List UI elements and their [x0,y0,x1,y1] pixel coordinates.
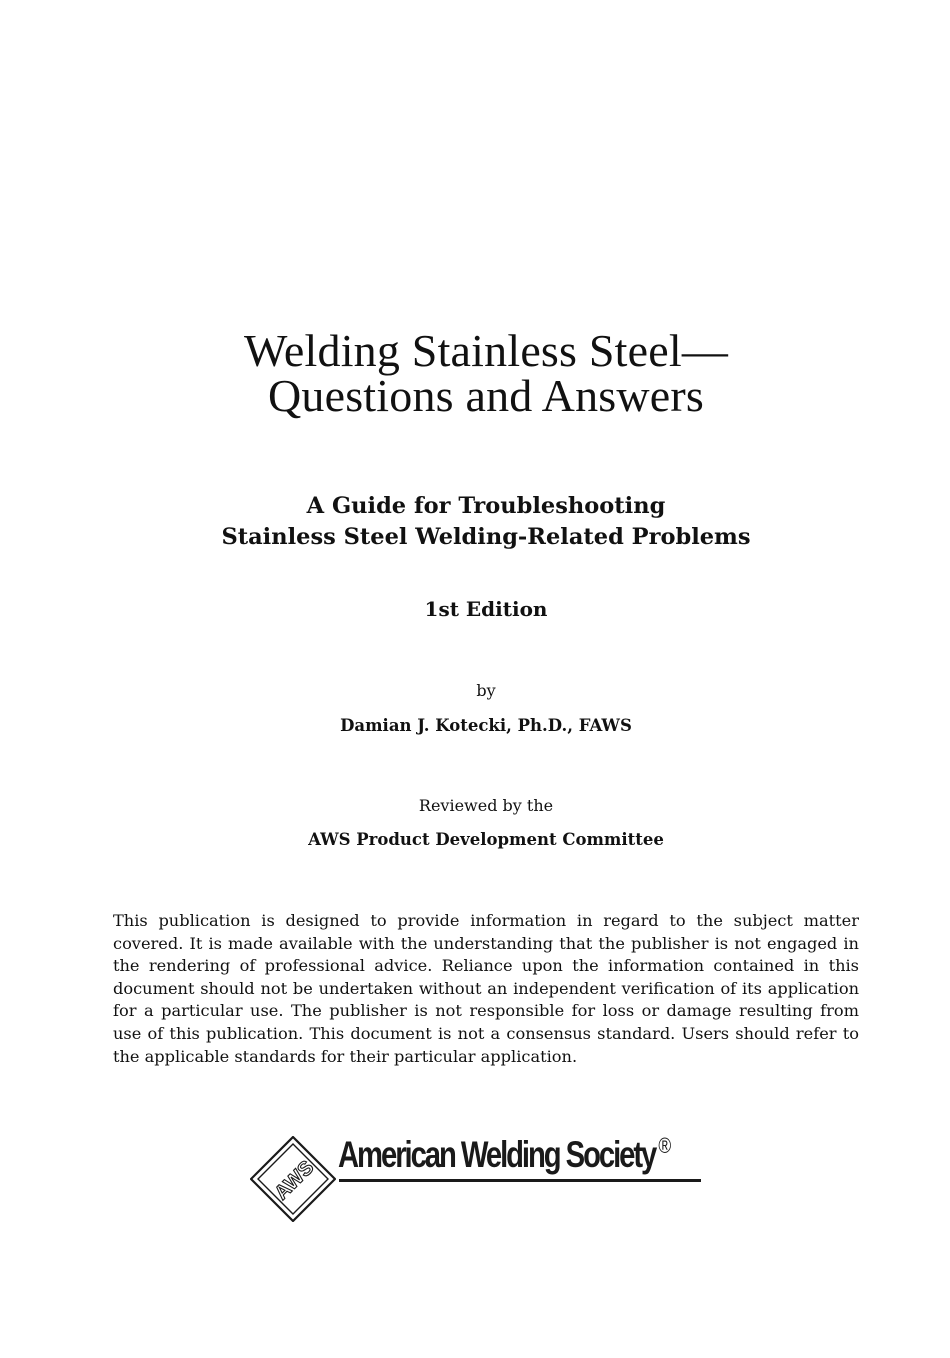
book-title-line-1: Welding Stainless Steel— [243,325,729,376]
book-subtitle [0,491,950,553]
author-name: Damian J. Kotecki, Ph.D., FAWS [340,716,632,735]
book-subtitle-line-1: A Guide for Troubleshooting [306,493,666,519]
aws-logo [250,1133,730,1225]
edition-label: 1st Edition [424,597,548,621]
logo-wordmark [338,1133,671,1176]
book-title-line-2: Questions and Answers [267,370,705,421]
registered-trademark-icon: ® [658,1133,672,1158]
reviewed-by-label: Reviewed by the [418,796,554,815]
logo-underline-rule [339,1179,701,1182]
disclaimer-paragraph: This publication is designed to provide information in regard to the subject matter covered. It is made available with the understanding that the publisher is not engaged in the rendering of professional advice. Reliance upon the information contained in this document should not be undertaken without an independent verification of its application for a particular use. The publisher is not responsible for loss or damage resulting from use of this publication. This document is not a consensus standard. Users should refer to the applicable standards for their particular application. [113,911,859,1066]
reviewer-committee: AWS Product Development Committee [308,830,664,849]
aws-emblem-text: AWS [270,1156,319,1205]
aws-emblem-icon [250,1136,336,1222]
by-label: by [476,681,496,700]
logo-wordmark-text: American Welding Society [338,1134,656,1175]
book-subtitle-line-2: Stainless Steel Welding-Related Problems [221,524,751,550]
book-title [0,325,950,421]
